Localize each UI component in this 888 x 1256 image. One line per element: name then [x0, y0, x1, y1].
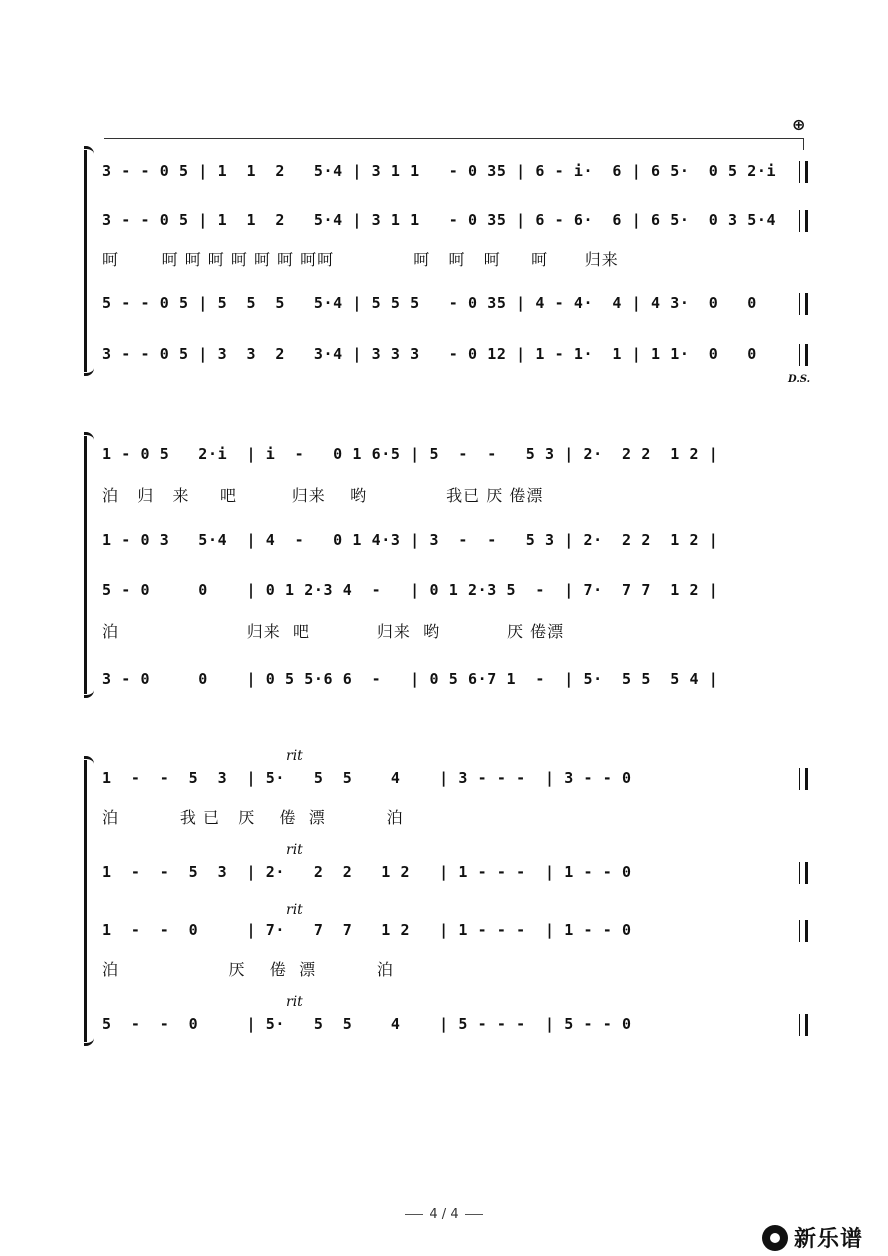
rit-marking: rit	[286, 748, 303, 764]
final-bar	[805, 920, 808, 942]
lyric-row: 泊 归 来 吧 归来 哟 我已 厌 倦漂	[102, 486, 544, 505]
lyric-row: 呵 呵 呵 呵 呵 呵 呵 呵呵 呵 呵 呵 呵 归来	[102, 250, 619, 269]
notation-row: 1 - 0 3 5·4 | 4 - 0 1 4·3 | 3 - - 5 3 | 2· 2 2 1 2 |	[102, 531, 719, 549]
system-2	[84, 436, 814, 694]
logo-text: 新乐谱	[794, 1227, 864, 1252]
notation-row: 1 - - 0 | 7· 7 7 1 2 | 1 - - - | 1 - - 0	[102, 916, 814, 944]
ds-marking: D.S.	[788, 374, 811, 385]
system-brace	[84, 760, 97, 1042]
rit-marking: rit	[286, 994, 303, 1010]
lyric-row: 泊 归来 吧 归来 哟 厌 倦漂	[102, 622, 565, 641]
notation-row: 3 - - 0 5 | 1 1 2 5·4 | 3 1 1 - 0 35 | 6 - i· 6 | 6 5· 0 5 2·i	[102, 157, 814, 185]
bar-line	[805, 161, 808, 183]
final-bar	[805, 862, 808, 884]
bar-line	[805, 293, 808, 315]
lyric-row: 泊 厌 倦 漂 泊	[102, 960, 394, 979]
notation-row: 1 - - 5 3 | 2· 2 2 1 2 | 1 - - - | 1 - - 0	[102, 858, 814, 886]
final-bar	[805, 768, 808, 790]
coda-sign: ⊕	[792, 115, 806, 134]
disc-icon	[762, 1225, 788, 1251]
notation-row: 3 - - 0 5 | 3 3 2 3·4 | 3 3 3 - 0 12 | 1 - 1· 1 | 1 1· 0 0	[102, 340, 814, 368]
rit-marking: rit	[286, 842, 303, 858]
final-bar	[805, 1014, 808, 1036]
notation-row: 5 - 0 0 | 0 1 2·3 4 - | 0 1 2·3 5 - | 7· 7 7 1 2 |	[102, 581, 719, 599]
page-number: 4 / 4	[0, 1207, 888, 1222]
site-logo	[762, 1222, 863, 1253]
bar-line	[805, 344, 808, 366]
notation-row: 1 - - 5 3 | 5· 5 5 4 | 3 - - - | 3 - - 0	[102, 764, 814, 792]
notation-row: 3 - - 0 5 | 1 1 2 5·4 | 3 1 1 - 0 35 | 6 - 6· 6 | 6 5· 0 3 5·4	[102, 206, 814, 234]
bar-line	[805, 210, 808, 232]
system-1	[84, 150, 814, 372]
notation-row: 3 - 0 0 | 0 5 5·6 6 - | 0 5 6·7 1 - | 5· 5 5 5 4 |	[102, 670, 719, 688]
staff-top-line	[104, 138, 804, 139]
lyric-row: 泊 我 已 厌 倦 漂 泊	[102, 808, 404, 827]
system-3	[84, 748, 814, 1042]
rit-marking: rit	[286, 902, 303, 918]
system-brace	[84, 150, 97, 372]
notation-row: 1 - 0 5 2·i | i - 0 1 6·5 | 5 - - 5 3 | 2· 2 2 1 2 |	[102, 445, 719, 463]
notation-row: 5 - - 0 | 5· 5 5 4 | 5 - - - | 5 - - 0	[102, 1010, 814, 1038]
system-brace	[84, 436, 97, 694]
notation-row: 5 - - 0 5 | 5 5 5 5·4 | 5 5 5 - 0 35 | 4 - 4· 4 | 4 3· 0 0	[102, 289, 814, 317]
